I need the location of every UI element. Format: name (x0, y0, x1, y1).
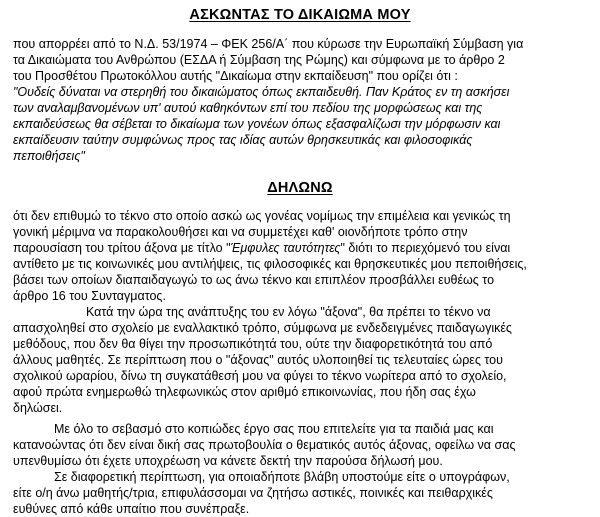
body-line: ότι δεν επιθυμώ το τέκνο στο οποίο ασκώ ως γονέας νομίμως την επιμέλεια και γενικώς τη (13, 209, 511, 223)
quote-line: πεποιθήσεις" (13, 149, 85, 163)
document-title: ΑΣΚΩΝΤΑΣ ΤΟ ΔΙΚΑΙΩΜΑ ΜΟΥ (189, 7, 411, 23)
quote-line: των αναλαμβανομένων υπ' αυτού καθηκόντων επί του πεδίου της μορφώσεως και της (13, 101, 483, 115)
body-line: είτε ο/η άνω μαθητής/τρια, επιφυλάσσομαι να ζητήσω αστικές, ποινικές και πειθαρχικές (13, 486, 493, 500)
body-line: υπενθυμίσω ότι έχετε υποχρέωση να κάνετε δεκτή την παρούσα δήλωσή μου. (13, 454, 443, 468)
declaration-heading: ΔΗΛΩΝΩ (267, 180, 333, 196)
body-text: " διότι το περιεχόμενό του είναι (340, 241, 511, 255)
body-line: σχολικού ωραρίου, δίνω τη συγκατάθεσή μου να φύγει το τέκνο νωρίτερα από το σχολείο, (13, 369, 507, 383)
quote-line: εκπαιδεύσεως θα σέβεται το δικαίωμα των γονέων όπως εξασφαλίζωσι την μόρφωσιν και (13, 117, 501, 131)
intro-line: που απορρέει από το Ν.Δ. 53/1974 – ΦΕΚ 256/Α΄ που κύρωσε την Ευρωπαϊκή Σύμβαση για (13, 37, 524, 51)
body-line: απασχοληθεί στο σχολείο με εναλλακτικό τρόπο, σύμφωνα με ενδεδειγμένες παιδαγωγικές (13, 321, 512, 335)
body-text: παρουσίαση του τρίτου άξονα με τίτλο " (13, 241, 231, 255)
body-line: αντίθετο με τις κοινωνικές μου αντιλήψεις, τις φιλοσοφικές και θρησκευτικές μου πεποιθήσεις, (13, 257, 527, 271)
quote-line: εκπαίδευσιν ταύτην συμφώνως προς τας ιδίας αυτών θρησκευτικάς και φιλοσοφικάς (13, 133, 473, 147)
body-line: ευθύνες από κάθε υπαίτιο που συνέπραξε. (13, 502, 250, 516)
intro-line: τα Δικαιώματα του Ανθρώπου (ΕΣΔΑ ή Σύμβαση της Ρώμης) και σύμφωνα με το άρθρο 2 (13, 53, 505, 67)
body-line: άρθρο 16 του Συνταγματος. (13, 289, 166, 303)
body-line: μεθόδους, που δεν θα θίγει την προσωπικότητά του, ούτε την διαφορετικότητά του από (13, 337, 493, 351)
body-line (13, 240, 510, 256)
body-line: γονική μέριμνα να παρακολουθήσει και να συμμετέχει καθ' οιονδήποτε τρόπο στην (13, 225, 468, 239)
body-line: δηλώσει. (13, 401, 63, 415)
body-line: αφού πρώτα ενημερωθώ τηλεφωνικώς στον αριθμό επικοινωνίας, που ήδη σας έχω (13, 385, 476, 399)
body-line: Κατά την ώρα της ανάπτυξης του εν λόγω "άξονα", θα πρέπει το τέκνο να (86, 305, 491, 319)
body-line: κατανοώντας ότι δεν είναι δική σας πρωτοβουλία ο θεματικός αυτός άξονας, οφείλω να σας (13, 438, 516, 452)
body-line: άλλους μαθητές. Σε περίπτωση που ο "άξονας" αυτός υλοποιηθεί τις τελευταίες ώρες του (13, 353, 503, 367)
quote-line: "Ουδείς δύναται να στερηθή του δικαιώματος όπως εκπαιδευθή. Παν Κράτος εν τη ασκήσει (13, 85, 510, 99)
body-line: Σε διαφορετική περίπτωση, για οποιαδήποτε βλάβη υποστούμε είτε ο υπογράφων, (54, 470, 510, 484)
intro-line: του Προσθέτου Πρωτοκόλλου αυτής "Δικαίωμα στην εκπαίδευση" που ορίζει ότι : (13, 69, 458, 83)
body-line: Με όλο το σεβασμό στο κοπιώδες έργο σας που επιτελείτε για τα παιδιά μας και (54, 422, 494, 436)
body-line: βάσει των οποίων διαπαιδαγωγώ το ως άνω τέκνο και επιπλέον προσβάλλει ευθέως το (13, 273, 495, 287)
axis-title: Έμφυλες ταυτότητες (230, 241, 341, 255)
